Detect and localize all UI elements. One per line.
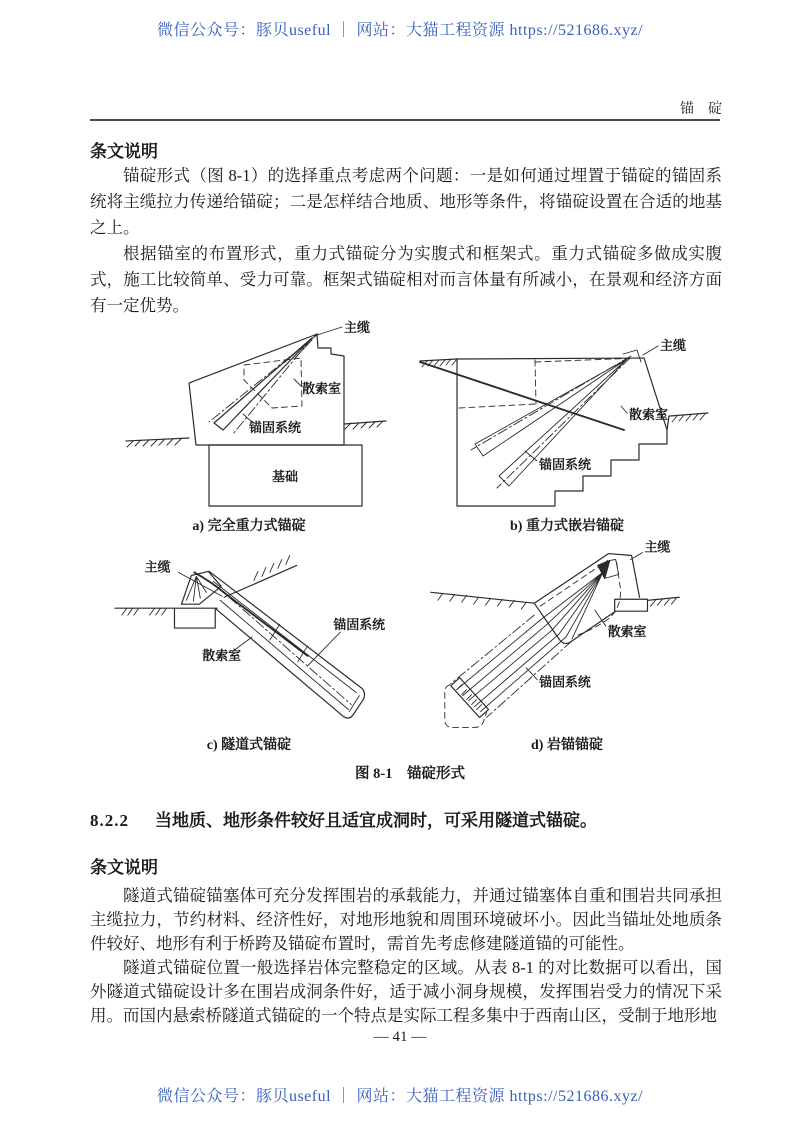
paragraph: 隧道式锚碇位置一般选择岩体完整稳定的区域。从表 8-1 的对比数据可以看出，国外隧道式锚碇设计多在围岩成洞条件好，适于减小洞身规模，发挥围岩受力的情况下采用。而国内悬索桥隧道式锚碇的一个特点是实际工程多集中于西南山区，受制于地形地: [90, 958, 722, 1025]
label-splay-chamber: 散索室: [202, 647, 242, 663]
subfigure-d-caption: d) 岩锚锚碇: [531, 738, 603, 753]
paragraph: 根据锚室的布置形式，重力式锚碇分为实腹式和框架式。重力式锚碇多做成实腹式，施工比较简单、受力可靠。框架式锚碇相对而言体量有所减小，在景观和经济方面有一定优势。: [90, 244, 722, 315]
diagram-lines: [420, 346, 708, 506]
figure-8-1: [95, 318, 725, 780]
diagram-lines: [431, 553, 679, 728]
subfigure-b: [413, 318, 721, 535]
subfigure-a: [95, 318, 403, 535]
diagram-rock-socketed-gravity-anchorage: [417, 318, 717, 513]
header-promo: 微信公众号：豚贝useful ｜ 网站：大猫工程资源 https://521686.xyz/: [156, 22, 644, 39]
label-anchorage-system: 锚固系统: [333, 617, 386, 633]
running-head: 锚 碇: [680, 102, 722, 117]
diagram-rock-anchor-anchorage: [413, 540, 721, 732]
label-foundation: 基础: [271, 469, 299, 484]
subfigure-b-caption: b) 重力式嵌岩锚碇: [510, 519, 624, 534]
label-anchorage-system: 锚固系统: [539, 457, 592, 472]
label-main-cable: 主缆: [344, 320, 371, 335]
clause-8-2-2: [90, 806, 722, 831]
subfigure-d: [413, 540, 721, 754]
clause-number: 8.2.2: [90, 811, 129, 830]
label-splay-chamber: 散索室: [607, 624, 647, 639]
paragraph: 锚碇形式（图 8-1）的选择重点考虑两个问题：一是如何通过埋置于锚碇的锚固系统将主缆拉力传递给锚碇；二是怎样结合地质、地形等条件，将锚碇设置在合适的地基之上。: [90, 166, 722, 237]
explain-heading-1: 条文说明: [90, 142, 158, 161]
subfigure-a-caption: a) 完全重力式锚碇: [192, 519, 306, 534]
footer-promo: 微信公众号：豚贝useful ｜ 网站：大猫工程资源 https://521686.xyz/: [156, 1088, 644, 1105]
diagram-lines: [115, 556, 365, 719]
diagram-tunnel-anchorage: [95, 540, 403, 732]
label-splay-chamber: 散索室: [629, 407, 669, 422]
diagram-full-gravity-anchorage: [99, 318, 399, 513]
subfigure-c-caption: c) 隧道式锚碇: [206, 738, 292, 753]
header-rule: [90, 119, 720, 121]
subfigure-c: [95, 540, 403, 754]
paragraph: 隧道式锚碇锚塞体可充分发挥围岩的承载能力，并通过锚塞体自重和围岩共同承担主缆拉力，节约材料、经济性好，对地形地貌和周围环境破坏小。因此当锚址处地质条件较好、地形有利于桥跨及锚碇布置时，需首先考虑修建隧道锚的可能性。: [90, 886, 722, 953]
label-splay-chamber: 散索室: [302, 381, 342, 396]
figure-caption: 图 8-1 锚碇形式: [355, 766, 465, 782]
label-anchorage-system: 锚固系统: [539, 674, 591, 690]
label-main-cable: 主缆: [660, 338, 687, 353]
clause-text: 当地质、地形条件较好且适宜成洞时，可采用隧道式锚碇。: [155, 811, 597, 830]
diagram-lines: [126, 327, 386, 506]
page-number: — 41 —: [373, 1029, 427, 1045]
label-main-cable: 主缆: [644, 540, 671, 555]
label-anchorage-system: 锚固系统: [249, 420, 302, 435]
label-main-cable: 主缆: [144, 559, 171, 575]
explain-heading-2: 条文说明: [90, 858, 158, 877]
explain-text-2: [90, 884, 722, 1028]
explain-text-1: [90, 163, 722, 319]
